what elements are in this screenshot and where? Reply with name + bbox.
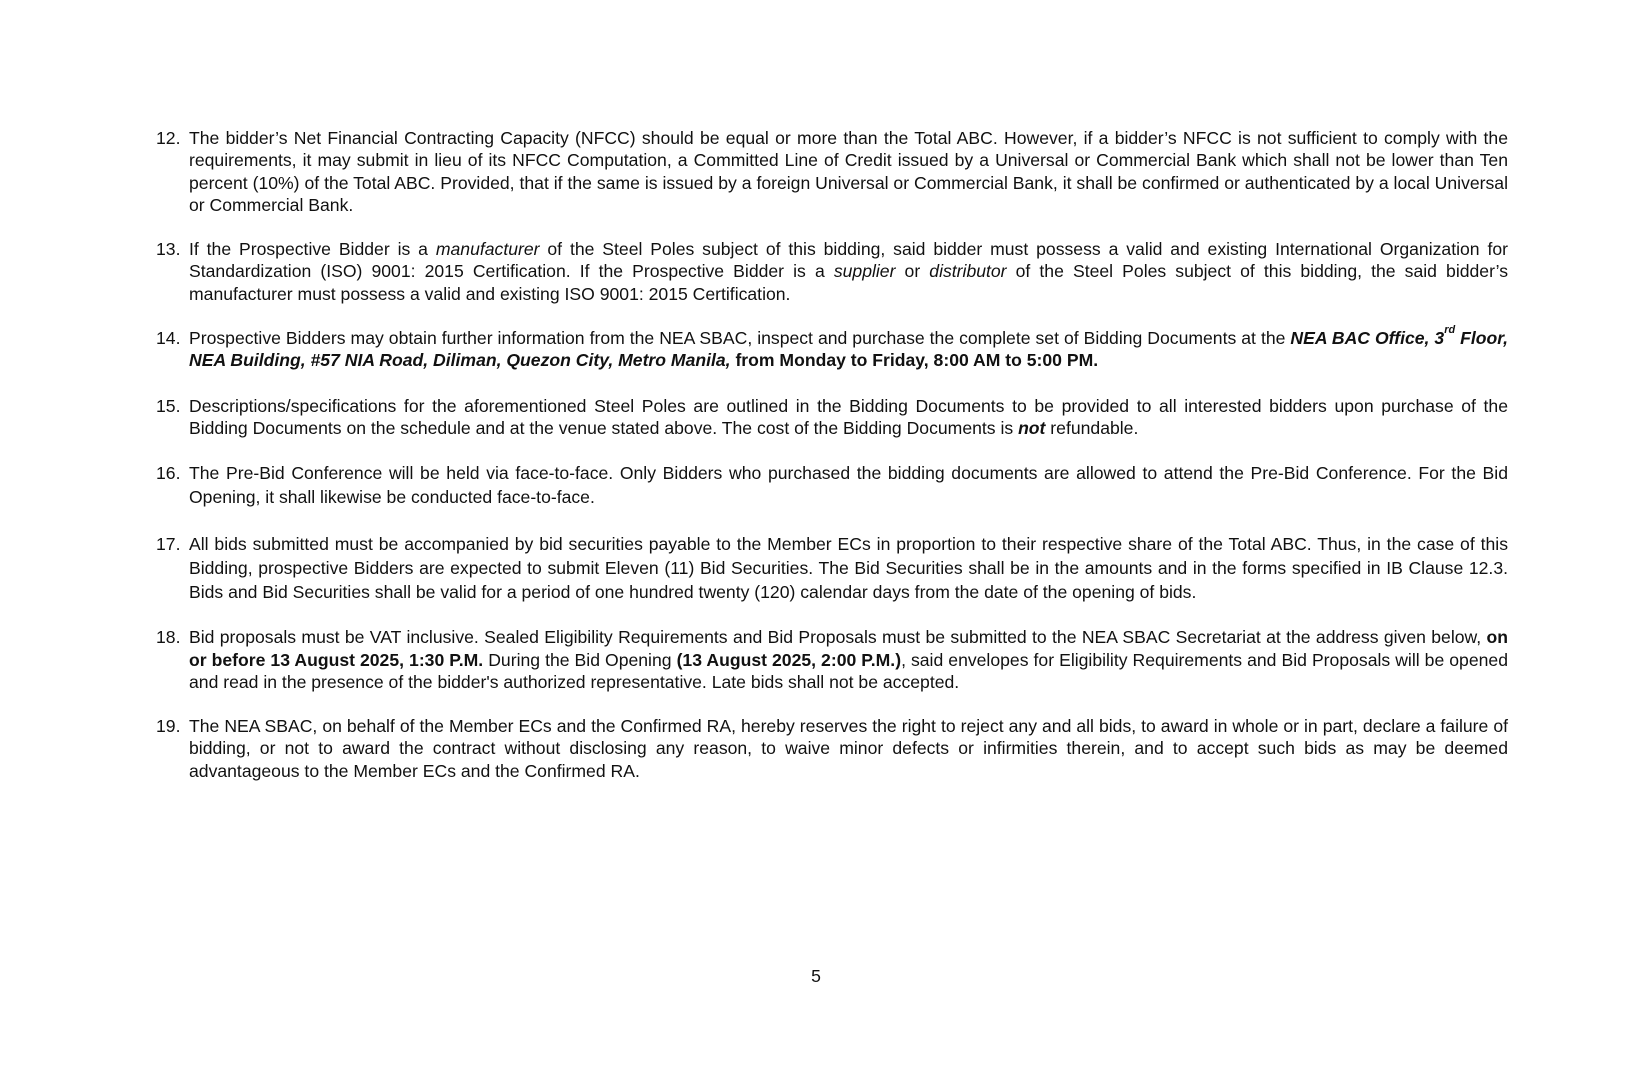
clause-number: 16.: [156, 463, 181, 484]
clause-text: The bidder’s Net Financial Contracting Capacity (NFCC) should be equal or more than the Total ABC. However, if a bidder’s NFCC is not sufficient to comply with the requirements, it may submit in lieu of its NFCC Computation, a Committed Line of Credit issued by a Universal or Commercial Bank which shall not be lower than Ten percent (10%) of the Total ABC. Provided, that if the same is issued by a foreign Universal or Commercial Bank, it shall be confirmed or authenticated by a local Universal or Commercial Bank.: [189, 128, 1508, 215]
clause-number: 17.: [156, 534, 181, 555]
emphasis-text: supplier: [833, 261, 896, 282]
clause-13: [156, 238, 1508, 305]
clause-text: The NEA SBAC, on behalf of the Member ECs and the Confirmed RA, hereby reserves the right to reject any and all bids, to award in whole or in part, declare a failure of bidding, or not to award the contract without disclosing any reason, to waive minor defects or infirmities therein, and to accept such bids as may be deemed advantageous to the Member ECs and the Confirmed RA.: [189, 716, 1508, 781]
clause-18: [156, 626, 1508, 693]
clause-number: 12.: [156, 128, 181, 148]
clause-number: 19.: [156, 716, 181, 737]
clause-text: All bids submitted must be accompanied by bid securities payable to the Member ECs in proportion to their respective share of the Total ABC. Thus, in the case of this Bidding, prospective Bidders are expected to submit Eleven (11) Bid Securities. The Bid Securities shall be in the amounts and in the forms specified in IB Clause 12.3. Bids and Bid Securities shall be valid for a period of one hundred twenty (120) calendar days from the date of the opening of bids.: [189, 534, 1508, 603]
clause-19: [156, 715, 1508, 782]
clause-14: [156, 324, 1508, 372]
clause-16: [156, 461, 1508, 509]
submission-deadline: on or before 13 August 2025, 1:30 P.M.: [189, 627, 1508, 670]
office-hours: from Monday to Friday, 8:00 AM to 5:00 PM.: [730, 350, 1099, 371]
clause-number: 15.: [156, 395, 181, 416]
clause-text: Descriptions/specifications for the aforementioned Steel Poles are outlined in the Bidding Documents to be provided to all interested bidders upon purchase of the Bidding Documents on the schedule and at the venue stated above. The cost of the Bidding Documents is not refundable.: [189, 395, 1508, 438]
numbered-clause-list: [156, 127, 1508, 782]
bid-opening-date: (13 August 2025, 2:00 P.M.): [676, 649, 902, 670]
office-address: NEA BAC Office, 3: [1290, 328, 1445, 349]
emphasis-text: not: [1018, 417, 1046, 438]
clause-text: The Pre-Bid Conference will be held via face-to-face. Only Bidders who purchased the bidding documents are allowed to attend the Pre-Bid Conference. For the Bid Opening, it shall likewise be conducted face-to-face.: [189, 463, 1508, 508]
page-number: 5: [811, 966, 821, 986]
clause-number: 14.: [156, 328, 181, 349]
emphasis-text: distributor: [929, 261, 1007, 282]
ordinal-suffix: rd: [1444, 324, 1456, 337]
office-address: Floor, NEA Building, #57 NIA Road, Diliman, Quezon City, Metro Manila,: [189, 328, 1508, 371]
clause-number: 18.: [156, 627, 181, 648]
clause-number: 13.: [156, 239, 181, 260]
emphasis-text: manufacturer: [435, 239, 540, 260]
clause-15: [156, 395, 1508, 440]
clause-text: Bid proposals must be VAT inclusive. Sealed Eligibility Requirements and Bid Proposals must be submitted to the NEA SBAC Secretariat at the address given below, on or before 13 August 2025, 1:30 P.M. During the Bid Opening (13 August 2025, 2:00 P.M.), said envelopes for Eligibility Requirements and Bid Proposals will be opened and read in the presence of the bidder's authorized representative. Late bids shall not be accepted.: [189, 627, 1508, 692]
clause-12: [156, 127, 1508, 216]
clause-text: If the Prospective Bidder is a manufacturer of the Steel Poles subject of this bidding, said bidder must possess a valid and existing International Organization for Standardization (ISO) 9001: 2015 Certification. If the Prospective Bidder is a supplier or distributor of the Steel Poles subject of this bidding, the said bidder’s manufacturer must possess a valid and existing ISO 9001: 2015 Certification.: [189, 239, 1508, 304]
clause-text: Prospective Bidders may obtain further information from the NEA SBAC, inspect and purchase the complete set of Bidding Documents at the NEA BAC Office, 3rd Floor, NEA Building, #57 NIA Road, Diliman, Quezon City, Metro Manila, from Monday to Friday, 8:00 AM to 5:00 PM.: [189, 324, 1508, 371]
clause-17: [156, 532, 1508, 604]
